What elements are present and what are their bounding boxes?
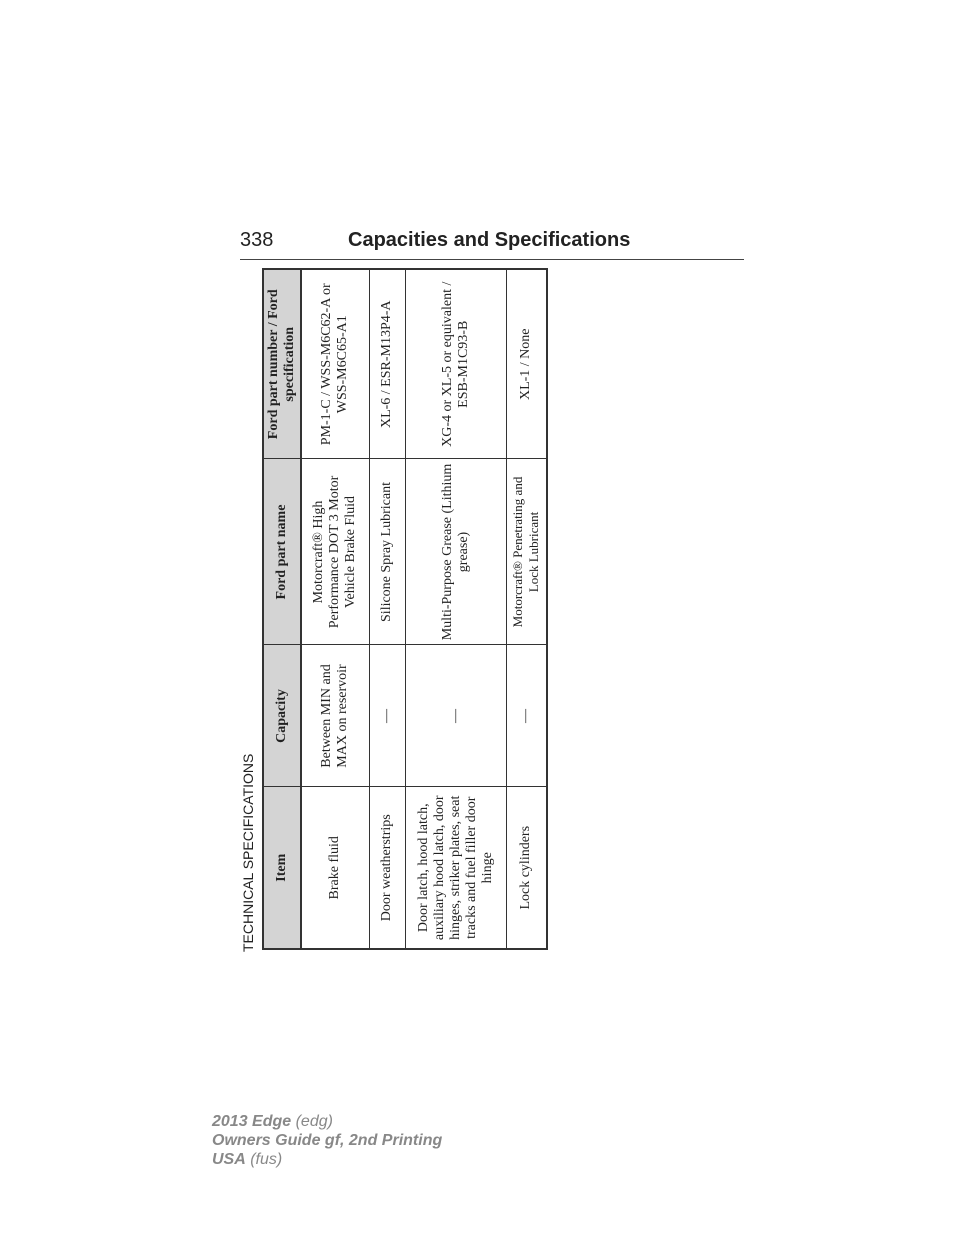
- table-row: [369, 269, 405, 949]
- table-row: [506, 269, 547, 949]
- table-header-row: [263, 269, 301, 949]
- footer-line-model: [212, 1112, 442, 1131]
- footer-model: 2013 Edge: [212, 1113, 292, 1130]
- cell-capacity: Between MIN and MAX on reservoir: [301, 645, 369, 787]
- page-number: 338: [240, 229, 274, 251]
- cell-part-number: XL-6 / ESR-M13P4-A: [369, 269, 405, 459]
- cell-part-name: Motorcraft® High Performance DOT 3 Motor Vehicle Brake Fluid: [301, 459, 369, 645]
- column-header-part-name: Ford part name: [263, 459, 301, 645]
- cell-item: Brake fluid: [301, 787, 369, 949]
- cell-part-name: Motorcraft® Penetrating and Lock Lubricant: [506, 459, 547, 645]
- column-header-capacity: Capacity: [263, 645, 301, 787]
- cell-item: Door latch, hood latch, auxiliary hood latch, door hinges, striker plates, seat tracks and fuel filler door hinge: [405, 787, 506, 949]
- footer-guide: Owners Guide gf, 2nd Printing: [212, 1132, 443, 1149]
- footer-model-code: (edg): [291, 1113, 333, 1130]
- cell-item: Lock cylinders: [506, 787, 547, 949]
- footer-line-region: [212, 1150, 442, 1169]
- footer-region: USA: [212, 1151, 246, 1168]
- cell-capacity: —: [405, 645, 506, 787]
- footer-region-code: (fus): [245, 1151, 283, 1168]
- footer: [212, 1112, 442, 1169]
- rotated-spec-section: [240, 268, 545, 952]
- cell-part-number: PM-1-C / WSS-M6C62-A or WSS-M6C65-A1: [301, 269, 369, 459]
- cell-capacity: —: [369, 645, 405, 787]
- page-title: Capacities and Specifications: [348, 229, 631, 251]
- section-title: TECHNICAL SPECIFICATIONS: [240, 753, 256, 952]
- cell-capacity: —: [506, 645, 547, 787]
- table-row: [301, 269, 369, 949]
- cell-part-number: XG-4 or XL-5 or equivalent / ESB-M1C93-B: [405, 269, 506, 459]
- footer-line-guide: [212, 1131, 442, 1150]
- cell-part-number: XL-1 / None: [506, 269, 547, 459]
- column-header-item: Item: [263, 787, 301, 949]
- cell-part-name: Multi-Purpose Grease (Lithium grease): [405, 459, 506, 645]
- table-row: [405, 269, 506, 949]
- column-header-part-number: Ford part number / Ford specification: [263, 269, 301, 459]
- cell-part-name: Silicone Spray Lubricant: [369, 459, 405, 645]
- header-rule: [240, 259, 744, 260]
- cell-item: Door weatherstrips: [369, 787, 405, 949]
- specifications-table: [262, 268, 548, 950]
